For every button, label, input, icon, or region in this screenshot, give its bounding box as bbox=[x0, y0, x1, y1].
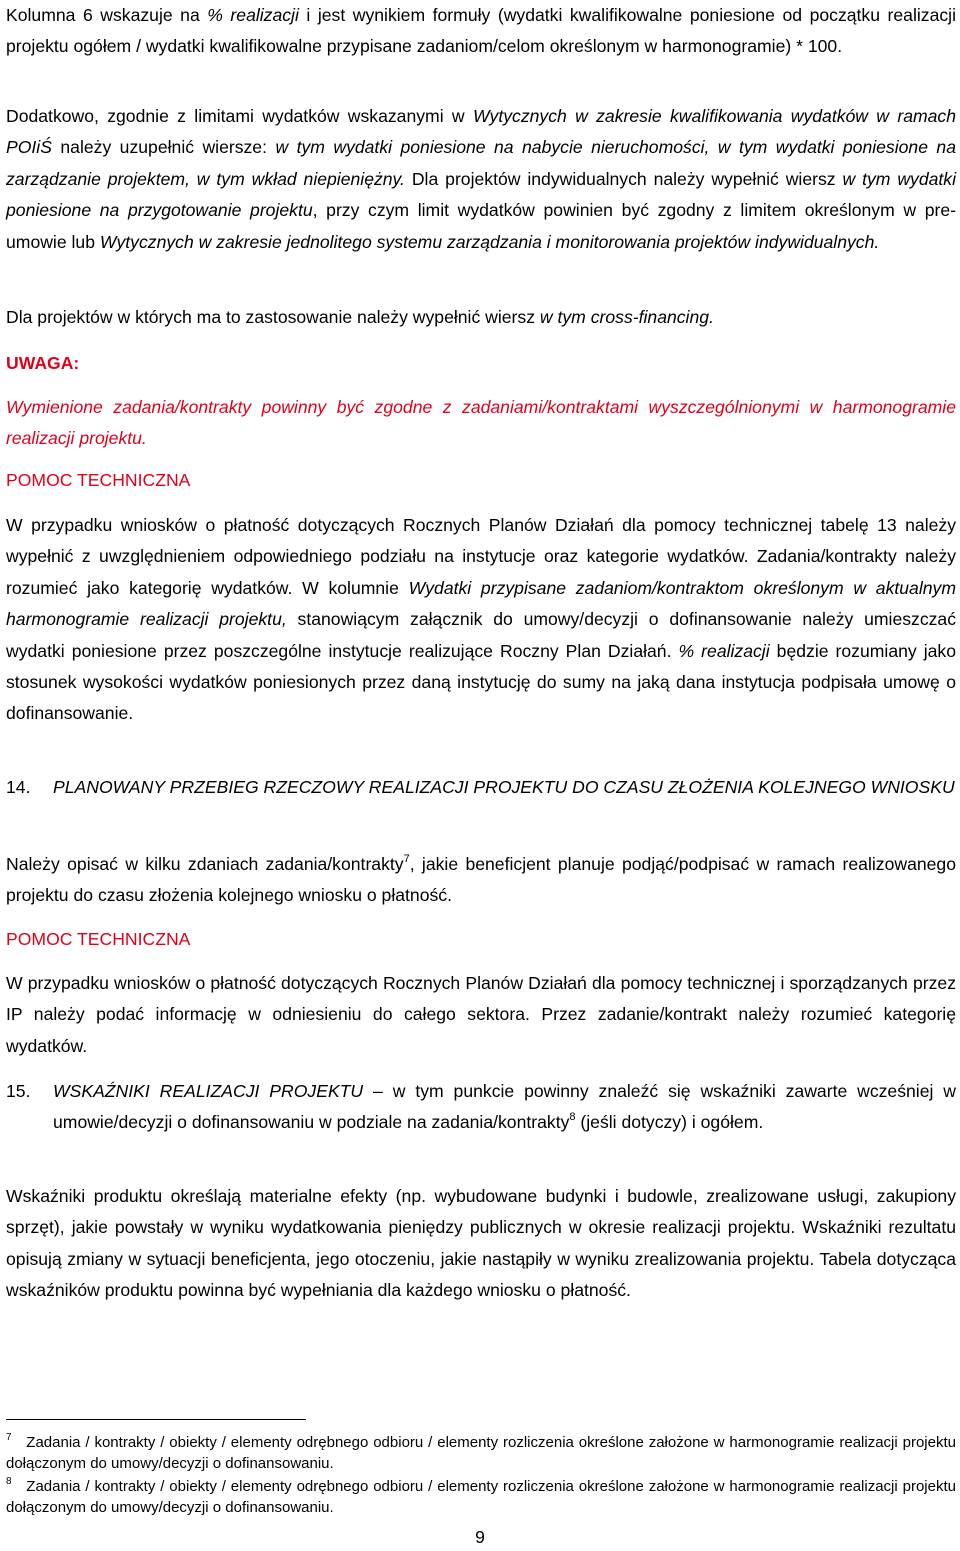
footnote-mark: 7 bbox=[6, 1432, 12, 1443]
text: W przypadku wniosków o płatność dotyczących Rocznych Planów Działań dla pomocy technicznej i sporządzanych przez IP należy podać informację w odniesieniu do całego sektora. Przez zadanie/kontrakt należy rozumieć kategorię wydatków. bbox=[6, 973, 956, 1056]
text: będzie rozumiany jako stosunek wysokości wydatków poniesionych przez daną instytucję do sumy na jaką dana instytucja podpisała umowę o dofinansowanie. bbox=[6, 640, 956, 724]
warning-label bbox=[6, 348, 956, 379]
section-number: 15. bbox=[6, 1081, 31, 1101]
footnote-text: Zadania / kontrakty / obiekty / elementy odrębnego odbioru / elementy rozliczenia określone założone w harmonogramie realizacji projektu dołączonym do umowy/decyzji o dofinansowaniu. bbox=[6, 1434, 956, 1472]
text-italic: w tym cross-financing. bbox=[539, 307, 714, 327]
footnote-8 bbox=[6, 1476, 956, 1518]
text: Należy opisać w kilku zdaniach zadania/kontrakty bbox=[6, 854, 404, 874]
paragraph-limits bbox=[6, 101, 956, 258]
paragraph-cross-financing bbox=[6, 302, 956, 333]
text: stanowiącym załącznik do umowy/decyzji o dofinansowanie należy umieszczać wydatki poniesione przez poszczególne instytucje realizujące Roczny Plan Działań. bbox=[6, 609, 956, 661]
text: , jakie beneficjent planuje podjąć/podpisać w ramach realizowanego projektu do czasu złożenia kolejnego wniosku o płatność. bbox=[6, 854, 956, 906]
paragraph-percent-realization bbox=[6, 0, 956, 63]
text: W przypadku wniosków o płatność dotyczących Rocznych Planów Działań dla pomocy technicznej tabelę 13 należy wypełnić z uwzględnieniem odpowiedniego podziału na instytucje oraz kategorie wydatków. Zadania/kontrakty należy rozumieć jako kategorię wydatków. W kolumnie bbox=[6, 515, 956, 598]
text: Dla projektów indywidualnych należy wypełnić wiersz bbox=[404, 168, 843, 189]
text: Kolumna 6 wskazuje na bbox=[6, 5, 208, 25]
text-italic: % realizacji bbox=[207, 5, 299, 25]
footnote-text: Zadania / kontrakty / obiekty / elementy odrębnego odbioru / elementy rozliczenia określone założone w harmonogramie realizacji projektu dołączonym do umowy/decyzji o dofinansowaniu. bbox=[6, 1478, 956, 1516]
text: należy uzupełnić wiersze: bbox=[51, 137, 276, 158]
section-title: WSKAŹNIKI REALIZACJI PROJEKTU bbox=[53, 1081, 364, 1101]
text: – w tym punkcie powinny znaleźć się wskaźniki zawarte wcześniej w umowie/decyzji o dofinansowaniu w podziale na zadania/kontrakty bbox=[53, 1081, 957, 1133]
footnote-divider bbox=[6, 1419, 306, 1420]
section-number: 14. bbox=[6, 777, 31, 797]
text: Wskaźniki produktu określają materialne efekty (np. wybudowane budynki i budowle, zrealizowane usługi, zakupiony sprzęt), jakie powstały w wyniku wydatkowania pieniędzy publicznych w okresie realizacji projektu. Wskaźniki rezultatu opisują zmiany w sytuacji beneficjenta, jego otoczeniu, jakie nastąpiły w wyniku zrealizowania projektu. Tabela dotycząca wskaźników produktu powinna być wypełniania dla każdego wniosku o płatność. bbox=[6, 1186, 956, 1301]
footnote-ref-7[interactable]: 7 bbox=[403, 853, 410, 865]
tech-assistance-heading-1 bbox=[6, 465, 956, 496]
text-italic: Wydatki przypisane zadaniom/kontraktom określonym w aktualnym harmonogramie realizacji projektu, bbox=[6, 577, 956, 630]
text-italic: w tym wydatki poniesione na przygotowanie projektu bbox=[6, 168, 956, 221]
footnote-ref-8[interactable]: 8 bbox=[569, 1111, 576, 1124]
text-italic: % realizacji bbox=[678, 640, 770, 661]
text: , przy czym limit wydatków powinien być zgodny z limitem określonym w pre-umowie lub bbox=[6, 200, 956, 252]
warning-label-text: UWAGA: bbox=[6, 353, 80, 373]
section-title: PLANOWANY PRZEBIEG RZECZOWY REALIZACJI PROJEKTU DO CZASU ZŁOŻENIA KOLEJNEGO WNIOSKU bbox=[53, 777, 955, 797]
text: (jeśli dotyczy) i ogółem. bbox=[575, 1112, 764, 1133]
paragraph-indicators bbox=[6, 1181, 956, 1307]
tech-assistance-heading-2 bbox=[6, 924, 956, 955]
page-number: 9 bbox=[475, 1527, 485, 1547]
tech-heading-text: POMOC TECHNICZNA bbox=[6, 929, 191, 949]
paragraph-section-14 bbox=[6, 849, 956, 912]
warning-text-italic: Wymienione zadania/kontrakty powinny być zgodne z zadaniami/kontraktami wyszczególnionymi w harmonogramie realizacji projektu. bbox=[6, 397, 956, 449]
text-italic: w tym wydatki poniesione na nabycie nieruchomości, w tym wydatki poniesione na zarządzanie projektem, w tym wkład niepieniężny. bbox=[6, 137, 956, 189]
paragraph-tech-assistance-1 bbox=[6, 510, 956, 730]
text-italic: Wytycznych w zakresie kwalifikowania wydatków w ramach POIiŚ bbox=[6, 106, 956, 158]
footnote-mark: 8 bbox=[6, 1476, 12, 1487]
section-14-heading bbox=[6, 772, 956, 803]
text: Dodatkowo, zgodnie z limitami wydatków wskazanymi w bbox=[6, 106, 473, 126]
section-15-heading bbox=[6, 1076, 956, 1139]
text-italic: Wytycznych w zakresie jednolitego systemu zarządzania i monitorowania projektów indywidualnych. bbox=[99, 231, 880, 252]
footnote-7 bbox=[6, 1432, 956, 1474]
text: i jest wynikiem formuły (wydatki kwalifikowalne poniesione od początku realizacji projektu ogółem / wydatki kwalifikowalne przypisane zadaniom/celom określonym w harmonogramie) * 100. bbox=[6, 5, 956, 57]
paragraph-tech-assistance-2 bbox=[6, 968, 956, 1062]
tech-heading-text: POMOC TECHNICZNA bbox=[6, 470, 191, 490]
text: Dla projektów w których ma to zastosowanie należy wypełnić wiersz bbox=[6, 307, 540, 327]
warning-text bbox=[6, 392, 956, 455]
